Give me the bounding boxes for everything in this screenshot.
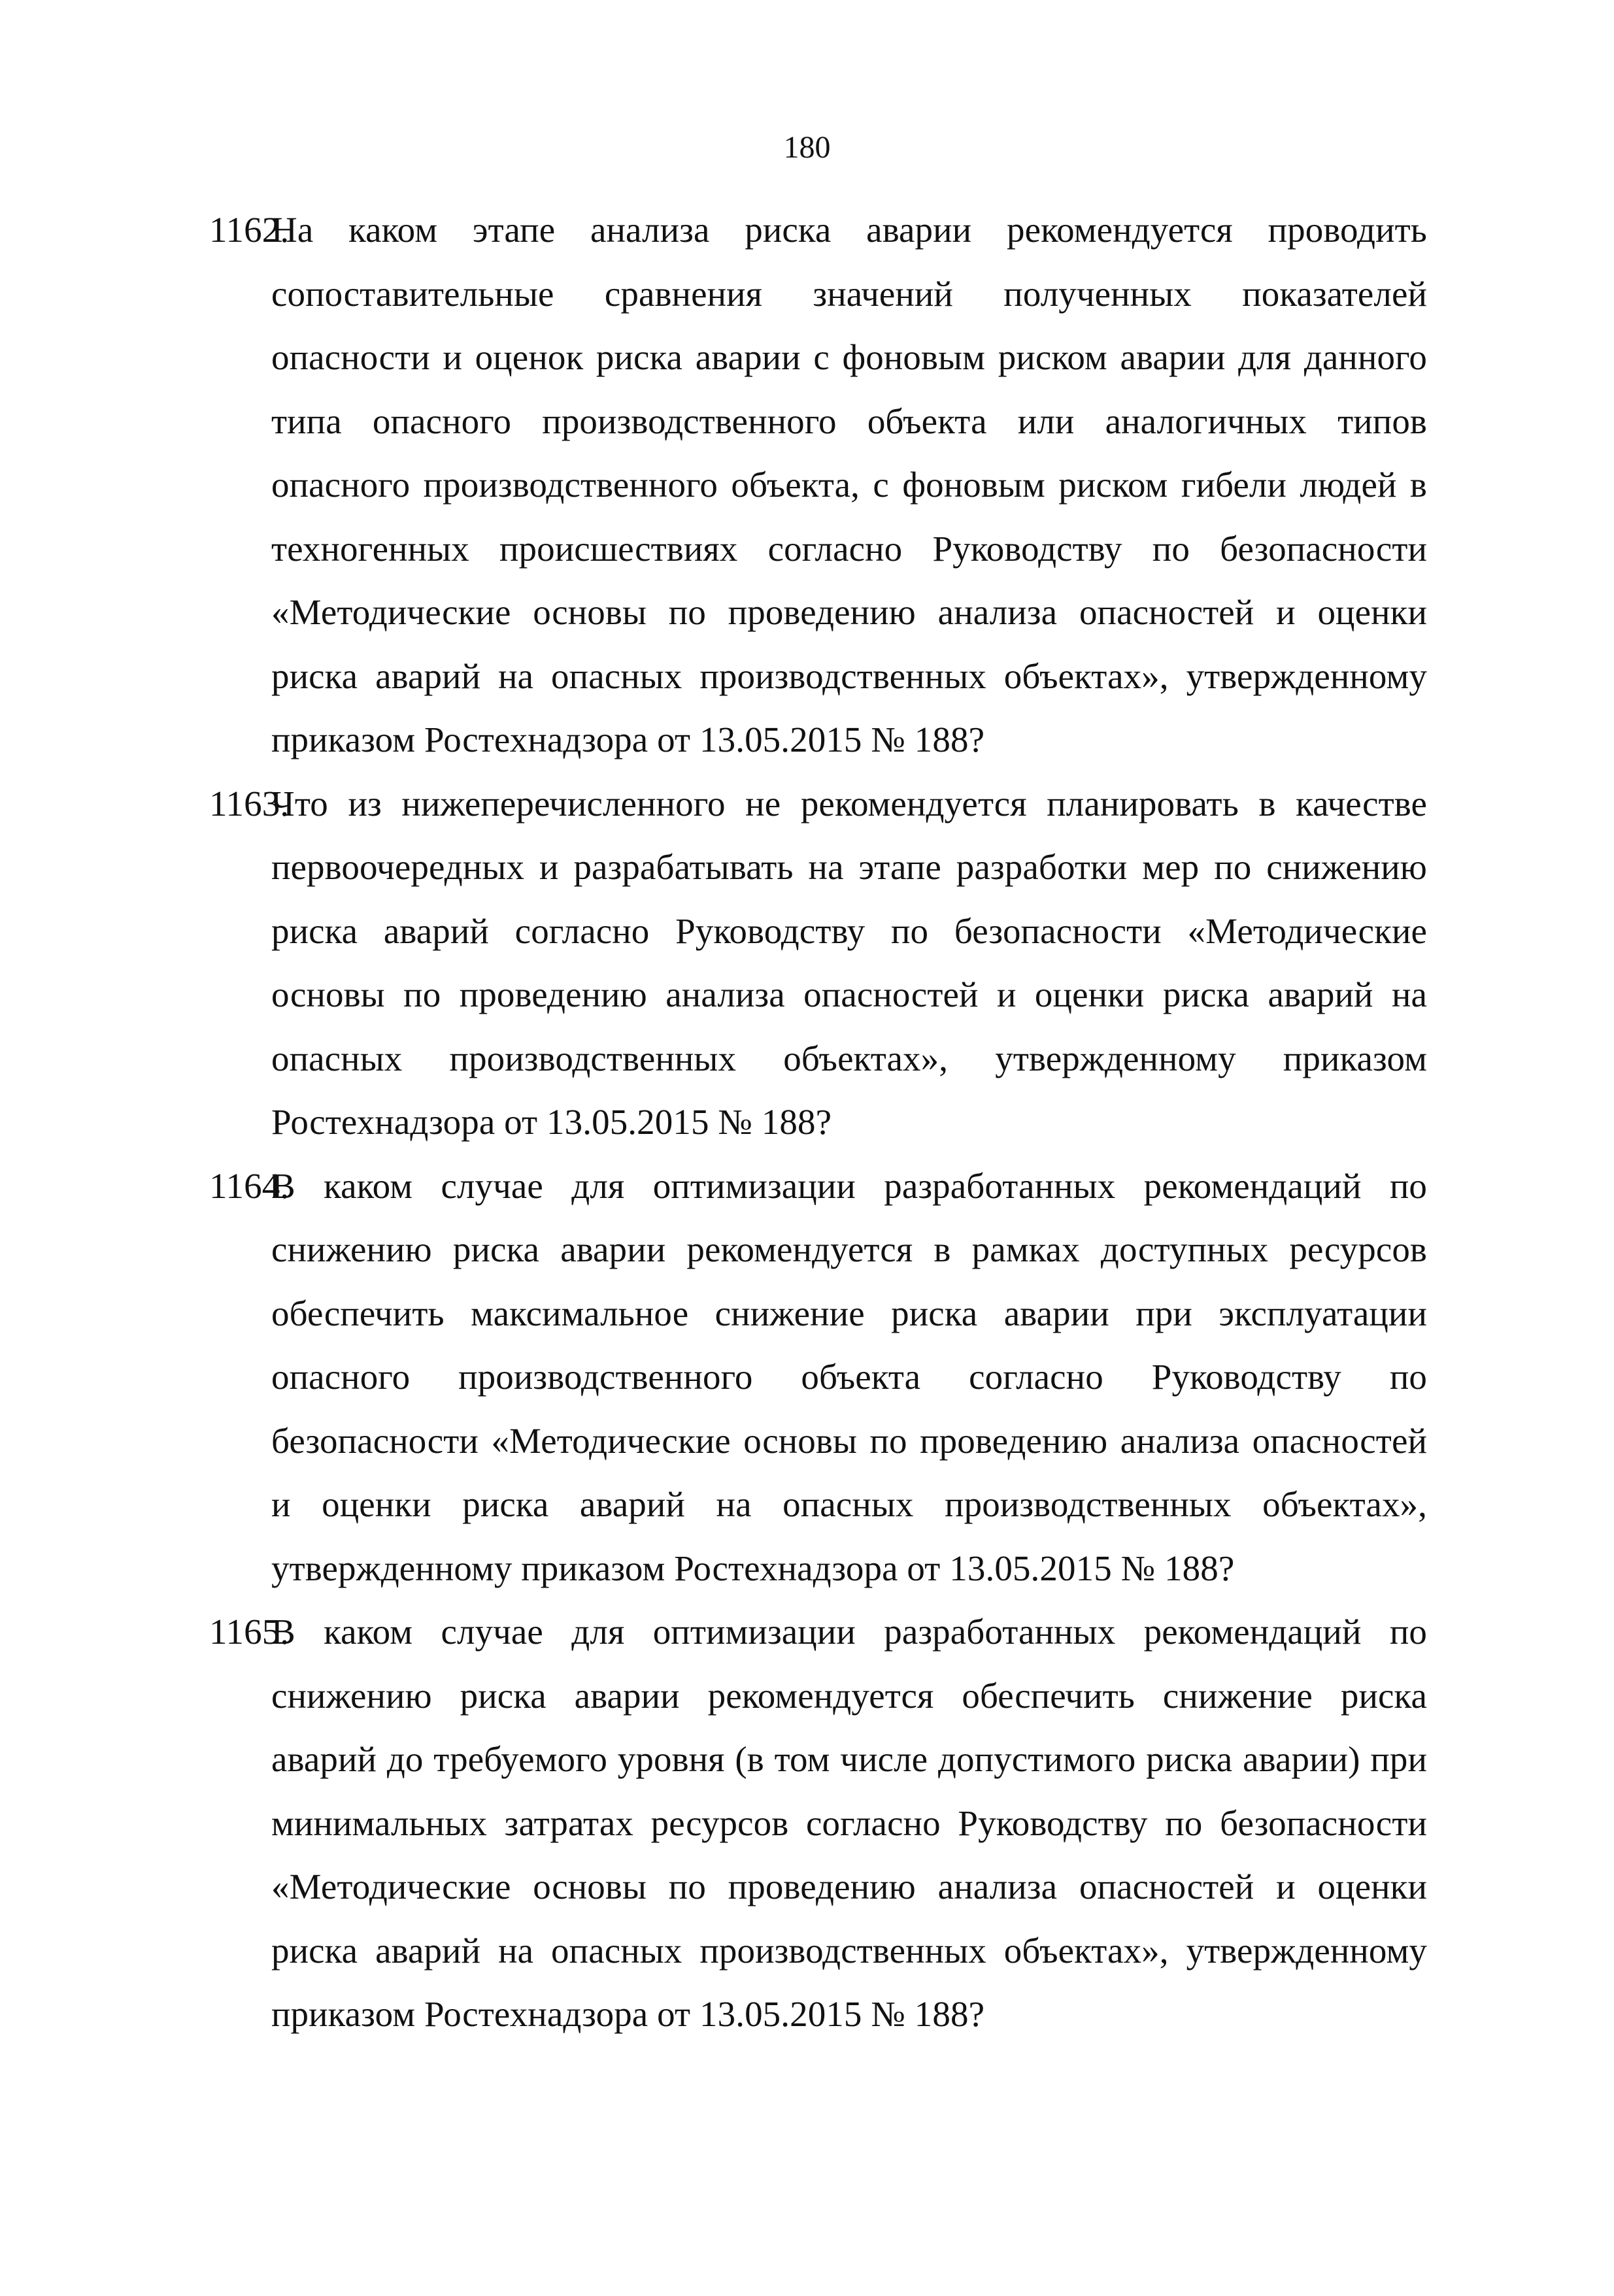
question-text: В каком случае для оптимизации разработанных рекомендаций по снижению риска аварии рекомендуется обеспечить снижение риска аварий до требуемого уровня (в том числе допустимого риска аварии) при минимальных затратах ресурсов согласно Руководству по безопасности «Методические основы по проведению анализа опасностей и оценки риска аварий на опасных производственных объектах», утвержденному приказом Ростехнадзора от 13.05.2015 № 188?	[271, 1612, 1427, 2034]
question-number: 1163.	[209, 783, 290, 824]
page-number: 180	[783, 130, 831, 165]
question-item	[209, 1600, 1427, 2046]
question-item	[209, 1154, 1427, 1601]
question-item	[209, 198, 1427, 772]
question-text: В каком случае для оптимизации разработанных рекомендаций по снижению риска аварии рекомендуется в рамках доступных ресурсов обеспечить максимальное снижение риска аварии при эксплуатации опасного производственного объекта согласно Руководству по безопасности «Методические основы по проведению анализа опасностей и оценки риска аварий на опасных производственных объектах», утвержденному приказом Ростехнадзора от 13.05.2015 № 188?	[271, 1165, 1427, 1588]
question-number: 1162.	[209, 210, 290, 250]
question-number: 1165.	[209, 1612, 290, 1652]
question-list	[209, 198, 1427, 2046]
question-text: На каком этапе анализа риска аварии рекомендуется проводить сопоставительные сравнения значений полученных показателей опасности и оценок риска аварии с фоновым риском аварии для данного типа опасного производственного объекта или аналогичных типов опасного производственного объекта, с фоновым риском гибели людей в техногенных происшествиях согласно Руководству по безопасности «Методические основы по проведению анализа опасностей и оценки риска аварий на опасных производственных объектах», утвержденному приказом Ростехнадзора от 13.05.2015 № 188?	[271, 210, 1427, 759]
question-number: 1164.	[209, 1165, 290, 1206]
question-text: Что из нижеперечисленного не рекомендуется планировать в качестве первоочередных и разрабатывать на этапе разработки мер по снижению риска аварий согласно Руководству по безопасности «Методические основы по проведению анализа опасностей и оценки риска аварий на опасных производственных объектах», утвержденному приказом Ростехнадзора от 13.05.2015 № 188?	[271, 783, 1427, 1142]
question-item	[209, 772, 1427, 1154]
